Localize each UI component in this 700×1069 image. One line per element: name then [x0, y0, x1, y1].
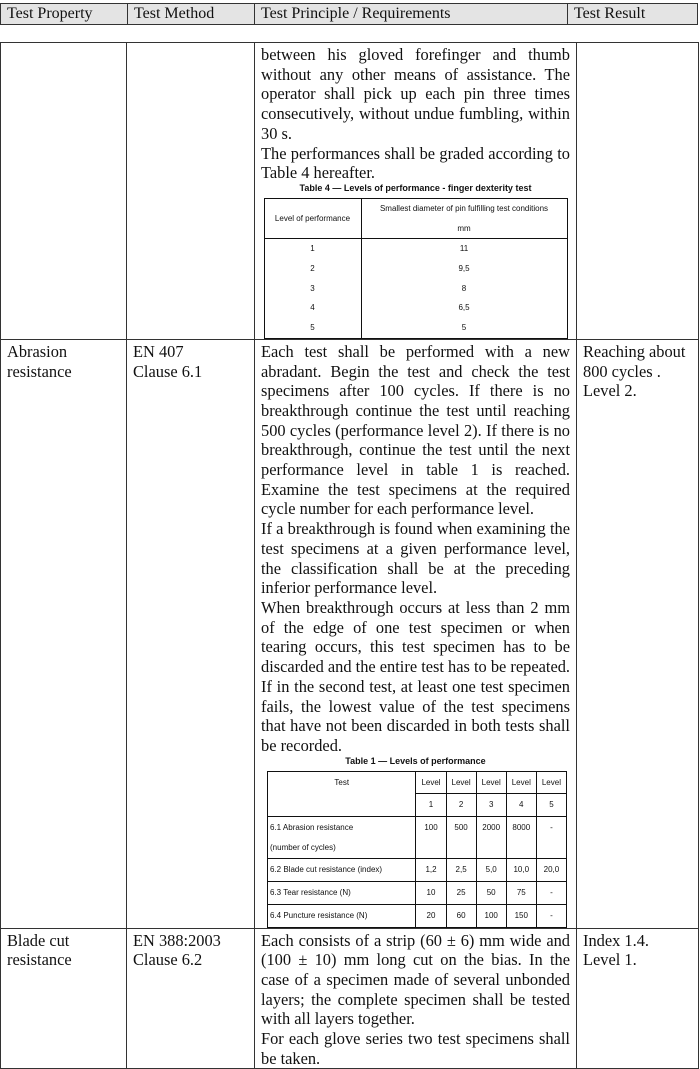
- table1-value: 75: [506, 882, 536, 905]
- principle-cell: [255, 339, 577, 928]
- result-cell: [577, 928, 699, 1069]
- paragraph: The performances shall be graded according to Table 4 hereafter.: [261, 143, 570, 183]
- table1-value: 2000: [476, 817, 506, 859]
- table1-value: 2,5: [446, 859, 476, 882]
- paragraph: For each glove series two test specimens shall be taken.: [261, 1029, 570, 1068]
- header-table: [0, 3, 698, 25]
- result-index: Index 1.4.: [583, 930, 650, 950]
- table1-test-name: [268, 817, 416, 859]
- table1-head-level: Level: [476, 771, 506, 794]
- table4-head-level: Level of performance: [264, 198, 361, 238]
- table1-value: 10,0: [506, 859, 536, 882]
- table1-head-level: Level: [416, 771, 446, 794]
- table4-level: 2: [264, 259, 361, 279]
- table1-value: 5,0: [476, 859, 506, 882]
- header-test-method: Test Method: [128, 4, 255, 25]
- table1-value: 100: [476, 904, 506, 927]
- table4-diameter: 9,5: [361, 259, 567, 279]
- header-test-result: Test Result: [568, 4, 698, 25]
- table1-title: Table 1 — Levels of performance: [345, 755, 486, 766]
- table1-level-number: 2: [446, 794, 476, 817]
- table1-head-level: Level: [446, 771, 476, 794]
- table1-header-row: [268, 771, 567, 794]
- paragraph: between his gloved forefinger and thumb without any other means of assistance. The operator shall pick up each pin three times consecutively, without undue fumbling, within 30 s.: [261, 45, 570, 143]
- method-cell: [127, 43, 255, 340]
- property-cell: Blade cut resistance: [1, 928, 127, 1069]
- table1-row: [268, 882, 567, 905]
- table1-head-test: Test: [268, 771, 416, 816]
- result-cell: [577, 43, 699, 340]
- table1-value: 100: [416, 817, 446, 859]
- paragraph: If a breakthrough is found when examining the test specimens at a given performance level, the classification shall be at the preceding inferior performance level.: [261, 519, 570, 598]
- header-test-principle: Test Principle / Requirements: [255, 4, 568, 25]
- table1-value: 1,2: [416, 859, 446, 882]
- table4-head-unit: mm: [457, 223, 471, 233]
- paragraph: Each consists of a strip (60 ± 6) mm wide and (100 ± 10) mm long cut on the bias. In the case of a specimen made of several unbonded layers; the complete specimen shall be tested with all layers together.: [261, 930, 570, 1029]
- table1-value: 50: [476, 882, 506, 905]
- table1-value: 10: [416, 882, 446, 905]
- table1-test-name: 6.2 Blade cut resistance (index): [268, 859, 416, 882]
- table-row: [1, 928, 699, 1069]
- table4-row: [264, 239, 567, 259]
- table1-value: 8000: [506, 817, 536, 859]
- table4: [264, 198, 568, 339]
- table1-value: -: [536, 882, 566, 905]
- method-clause: Clause 6.1: [133, 361, 203, 381]
- table4-head-diameter-label: Smallest diameter of pin fulfilling test conditions: [379, 203, 549, 213]
- method-cell: [127, 339, 255, 928]
- principle-cell: [255, 43, 577, 340]
- table1-row: [268, 904, 567, 927]
- table1-test-name-line1: 6.1 Abrasion resistance: [270, 823, 354, 833]
- table1-level-number: 5: [536, 794, 566, 817]
- requirements-table: [0, 42, 699, 1069]
- table4-header-row: [264, 198, 567, 238]
- table4-level: 5: [264, 318, 361, 338]
- header-row: [1, 4, 698, 25]
- table1-test-name: 6.4 Puncture resistance (N): [268, 904, 416, 927]
- method-clause: Clause 6.2: [133, 950, 203, 970]
- table1-value: -: [536, 904, 566, 927]
- table4-level: 1: [264, 239, 361, 259]
- table4-row: [264, 318, 567, 338]
- table1-value: 150: [506, 904, 536, 927]
- table4-row: [264, 259, 567, 279]
- table4-diameter: 11: [361, 239, 567, 259]
- table1: [267, 771, 567, 928]
- table1-row: [268, 817, 567, 859]
- table4-row: [264, 298, 567, 318]
- table4-head-diameter: [361, 198, 567, 238]
- table1-value: -: [536, 817, 566, 859]
- table1-row: [268, 859, 567, 882]
- table1-level-number: 3: [476, 794, 506, 817]
- paragraph: Each test shall be performed with a new abradant. Begin the test and check the test specimens after 100 cycles. If there is no breakthrough continue the test until reaching 500 cycles (performance level 2). If there is no breakthrough, continue the test until the next performance level in table 1 is reached. Examine the test specimens at the required cycle number for each performance level.: [261, 341, 570, 519]
- table1-value: 25: [446, 882, 476, 905]
- property-cell: Abrasion resistance: [1, 339, 127, 928]
- table1-value: 20,0: [536, 859, 566, 882]
- table4-diameter: 6,5: [361, 298, 567, 318]
- method-standard: EN 407: [133, 341, 184, 361]
- table1-value: 20: [416, 904, 446, 927]
- paragraph: When breakthrough occurs at less than 2 mm of the edge of one test specimen or when tearing occurs, this test specimen has to be discarded and the entire test has to be repeated. If in the second test, at least one test specimen fails, the lowest value of the test specimens that have not been discarded in both tests shall be recorded.: [261, 597, 571, 755]
- method-cell: [127, 928, 255, 1069]
- table4-level: 4: [264, 298, 361, 318]
- table4-level: 3: [264, 279, 361, 299]
- table1-value: 500: [446, 817, 476, 859]
- table4-diameter: 5: [361, 318, 567, 338]
- table1-test-name: 6.3 Tear resistance (N): [268, 882, 416, 905]
- principle-cell: [255, 928, 577, 1069]
- property-cell: [1, 43, 127, 340]
- table1-level-number: 1: [416, 794, 446, 817]
- table4-diameter: 8: [361, 279, 567, 299]
- table1-level-number: 4: [506, 794, 536, 817]
- header-test-property: Test Property: [1, 4, 128, 25]
- table-row: [1, 43, 699, 340]
- table4-title: Table 4 — Levels of performance - finger dexterity test: [299, 182, 532, 193]
- result-level: Level 1.: [583, 950, 637, 970]
- table1-test-name-line2: (number of cycles): [270, 842, 336, 852]
- table1-value: 60: [446, 904, 476, 927]
- table1-head-level: Level: [536, 771, 566, 794]
- result-cell: Reaching about 800 cycles . Level 2.: [577, 339, 699, 928]
- table-row: [1, 339, 699, 928]
- table1-head-level: Level: [506, 771, 536, 794]
- table4-row: [264, 279, 567, 299]
- method-standard: EN 388:2003: [133, 930, 221, 950]
